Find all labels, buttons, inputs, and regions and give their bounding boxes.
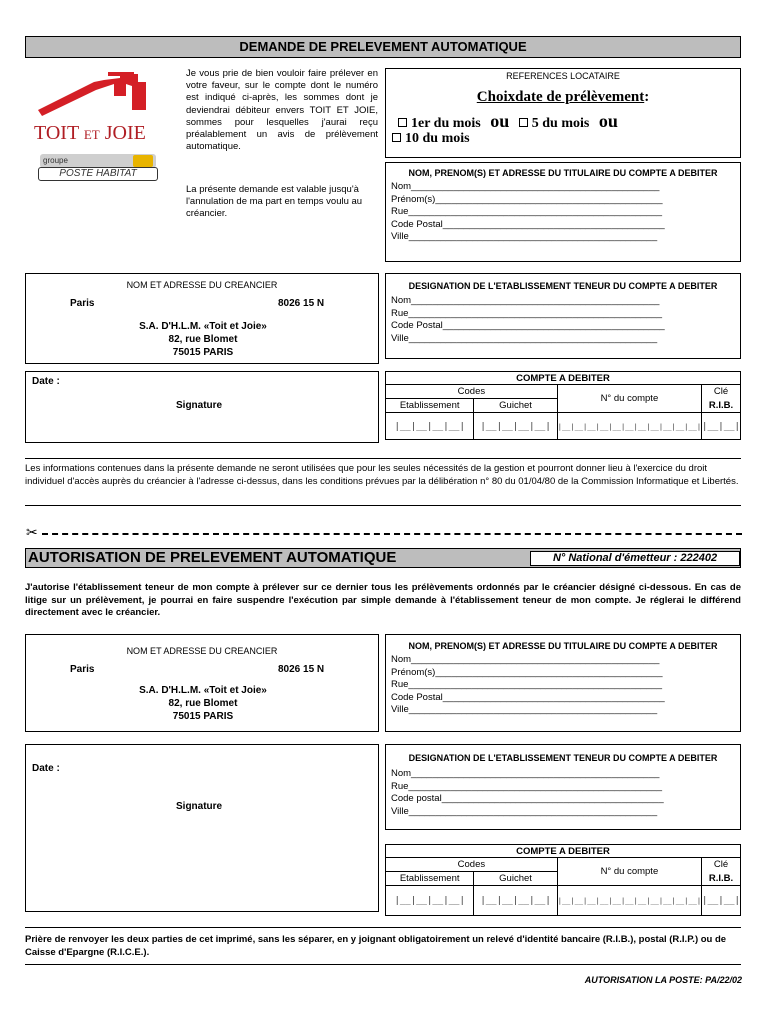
option-10-label: 10 du mois (405, 131, 470, 146)
creancier-line1: S.A. D'H.L.M. «Toit et Joie» (139, 321, 267, 332)
creancier-ville-bottom: Paris (70, 664, 95, 675)
compte-table-bottom (385, 844, 741, 916)
date-signature-box-bottom (25, 744, 379, 912)
titulaire-box (385, 162, 741, 262)
titulaire-prenom-field[interactable]: Prénom(s)___________________________________________ (391, 193, 663, 205)
date-label-bottom[interactable]: Date : (32, 763, 60, 774)
emetteur-number: N° National d'émetteur : 222402 (530, 551, 740, 566)
titulaire-rue-field[interactable]: Rue________________________________________________ (391, 206, 663, 218)
titulaire-ville-field[interactable]: Ville_______________________________________________ (391, 231, 658, 243)
creancier-code: 8026 15 N (278, 298, 325, 309)
etablissement-header-bottom: Etablissement (386, 872, 474, 886)
creancier-line2: 82, rue Blomet (168, 334, 238, 345)
etab-ville-field-bottom[interactable]: Ville_______________________________________________ (391, 805, 658, 817)
titulaire-ville-field-bottom[interactable]: Ville_______________________________________________ (391, 704, 658, 716)
compte-title-bottom: COMPTE A DEBITER (386, 845, 741, 858)
references-locataire-box (385, 68, 741, 158)
rib-header: R.I.B. (702, 399, 741, 413)
creancier-line3-bottom: 75015 PARIS (172, 711, 234, 722)
guichet-code-input[interactable]: |__|__|__|__| (480, 421, 551, 432)
logo-et: ET (83, 127, 100, 142)
etab-nom-field-bottom[interactable]: Nom_______________________________________________ (391, 768, 660, 779)
etablissement-header: Etablissement (386, 399, 474, 413)
titulaire-nom-field[interactable]: Nom_______________________________________________ (391, 181, 660, 192)
etab-rue-field[interactable]: Rue________________________________________________ (391, 307, 663, 319)
titulaire-cp-field-bottom[interactable]: Code Postal__________________________________________ (391, 691, 665, 703)
titulaire-nom-field-bottom[interactable]: Nom_______________________________________________ (391, 654, 660, 665)
logo-joie: JOIE (104, 122, 146, 144)
footer-note: Prière de renvoyer les deux parties de cet imprimé, sans les séparer, en y joignant obligatoirement un relevé d'identité bancaire (R.I.B.), postal (R.I.P.) ou de Caisse d'Epargne (R.I.C.E.). (25, 934, 727, 958)
option-10-checkbox[interactable] (392, 133, 401, 142)
guichet-header-bottom: Guichet (474, 872, 557, 886)
roof-logo-icon (34, 70, 162, 130)
signature-label-bottom[interactable]: Signature (176, 801, 223, 812)
creancier-box (25, 273, 379, 364)
choix-date-title: Choixdate de prélèvement (476, 89, 645, 105)
cle-rib-input[interactable]: |__|__| (702, 421, 740, 432)
creancier-line2-bottom: 82, rue Blomet (168, 698, 238, 709)
guichet-header: Guichet (474, 399, 557, 413)
num-compte-input-bottom[interactable]: |__|__|__|__|__|__|__|__|__|__|__| (557, 897, 702, 905)
poste-habitat-label: POSTE HABITAT (38, 167, 158, 181)
compte-title: COMPTE A DEBITER (386, 372, 741, 385)
creancier-line1-bottom: S.A. D'H.L.M. «Toit et Joie» (139, 685, 267, 696)
etablissement-box-bottom (385, 744, 741, 830)
option-1er-checkbox[interactable] (398, 118, 407, 127)
codes-header-bottom: Codes (386, 858, 558, 872)
autorisation-text: J'autorise l'établissement teneur de mon compte à prélever sur ce dernier tous les prélèvements ordonnés par le créancier désigné ci-dessous. En cas de litige sur un prélèvement, je pourrai en faire suspendre l'exécution par simple demande à l'établissement teneur de mon compte. Je réglerai le différend directement avec le créancier. (25, 582, 741, 619)
cle-rib-input-bottom[interactable]: |__|__| (702, 896, 740, 906)
etab-code-input-bottom[interactable]: |__|__|__|__| (394, 896, 465, 906)
etab-code-input[interactable]: |__|__|__|__| (394, 421, 465, 432)
num-compte-header-bottom: N° du compte (557, 858, 701, 886)
option-5-label: 5 du mois (531, 116, 590, 131)
codes-header: Codes (386, 385, 558, 399)
cut-line (42, 533, 742, 535)
etab-cp-field-bottom[interactable]: Code postal__________________________________________ (391, 793, 664, 805)
titulaire-title-bottom: NOM, PRENOM(S) ET ADRESSE DU TITULAIRE DU COMPTE A DEBITER (408, 641, 718, 651)
logo-groupe: groupe (43, 156, 68, 165)
etab-ville-field[interactable]: Ville_______________________________________________ (391, 332, 658, 344)
compte-table (385, 371, 741, 440)
creancier-code-bottom: 8026 15 N (278, 664, 325, 675)
footer-note-box (25, 927, 741, 965)
num-compte-header: N° du compte (557, 385, 701, 413)
guichet-code-input-bottom[interactable]: |__|__|__|__| (480, 896, 551, 906)
cnil-text: Les informations contenues dans la présente demande ne seront utilisées que pour les seules nécessités de la gestion et pourront donner lieu à l'exercice du droit individuel d'accès auprès du créancier à l'adresse ci-dessus, dans les conditions prévues par la délibération n° 80 du 01/04/80 de la Commission Informatique et Libertés. (25, 463, 739, 487)
date-label[interactable]: Date : (32, 376, 60, 387)
titulaire-rue-field-bottom[interactable]: Rue________________________________________________ (391, 679, 663, 691)
etablissement-box (385, 273, 741, 359)
form-reference: AUTORISATION LA POSTE: PA/22/02 (584, 975, 742, 985)
cnil-notice (25, 458, 741, 506)
validity-paragraph: La présente demande est valable jusqu'à l'annulation de ma part en temps voulu au créancier. (186, 184, 363, 220)
autorisation-bar (25, 548, 741, 568)
etab-cp-field[interactable]: Code Postal__________________________________________ (391, 320, 665, 332)
ou-label-2: ou (598, 111, 618, 131)
titulaire-cp-field[interactable]: Code Postal__________________________________________ (391, 218, 665, 230)
scissors-icon: ✂ (26, 524, 38, 540)
creancier-box-bottom (25, 634, 379, 732)
option-1er-label: 1er du mois (411, 116, 481, 131)
la-poste-icon (133, 155, 153, 167)
creancier-title: NOM ET ADRESSE DU CREANCIER (126, 280, 278, 290)
titulaire-box-bottom (385, 634, 741, 732)
option-5-checkbox[interactable] (519, 118, 528, 127)
choix-colon: : (644, 89, 650, 105)
date-signature-box (25, 371, 379, 443)
creancier-ville: Paris (70, 298, 95, 309)
toit-et-joie-logo (34, 70, 162, 182)
titulaire-prenom-field-bottom[interactable]: Prénom(s)___________________________________________ (391, 666, 663, 678)
references-title: REFERENCES LOCATAIRE (506, 71, 620, 81)
cle-header: Clé (702, 385, 741, 399)
autorisation-title: AUTORISATION DE PRELEVEMENT AUTOMATIQUE (28, 549, 397, 566)
etab-nom-field[interactable]: Nom_______________________________________________ (391, 295, 660, 306)
creancier-line3: 75015 PARIS (172, 347, 234, 358)
titulaire-title: NOM, PRENOM(S) ET ADRESSE DU TITULAIRE DU COMPTE A DEBITER (408, 168, 718, 178)
num-compte-input[interactable]: |__|__|__|__|__|__|__|__|__|__|__| (557, 422, 702, 431)
rib-header-bottom: R.I.B. (702, 872, 741, 886)
form-title: DEMANDE DE PRELEVEMENT AUTOMATIQUE (25, 36, 741, 58)
ou-label-1: ou (490, 111, 510, 131)
intro-paragraph: Je vous prie de bien vouloir faire prélever en votre faveur, sur le compte dont le numéro est indiqué ci-après, les sommes dont je deviendrai débiteur envers TOIT ET JOIE, sommes pour lesquelles j'aurai reçu préalablement un avis de prélèvement automatique. (186, 68, 378, 153)
etablissement-title: DESIGNATION DE L'ETABLISSEMENT TENEUR DU COMPTE A DEBITER (408, 281, 718, 291)
signature-label[interactable]: Signature (176, 400, 223, 411)
logo-toit: TOIT (34, 122, 79, 144)
creancier-title-bottom: NOM ET ADRESSE DU CREANCIER (126, 646, 278, 656)
etablissement-title-bottom: DESIGNATION DE L'ETABLISSEMENT TENEUR DU COMPTE A DEBITER (408, 753, 718, 763)
etab-rue-field-bottom[interactable]: Rue________________________________________________ (391, 780, 663, 792)
cle-header-bottom: Clé (702, 858, 741, 872)
